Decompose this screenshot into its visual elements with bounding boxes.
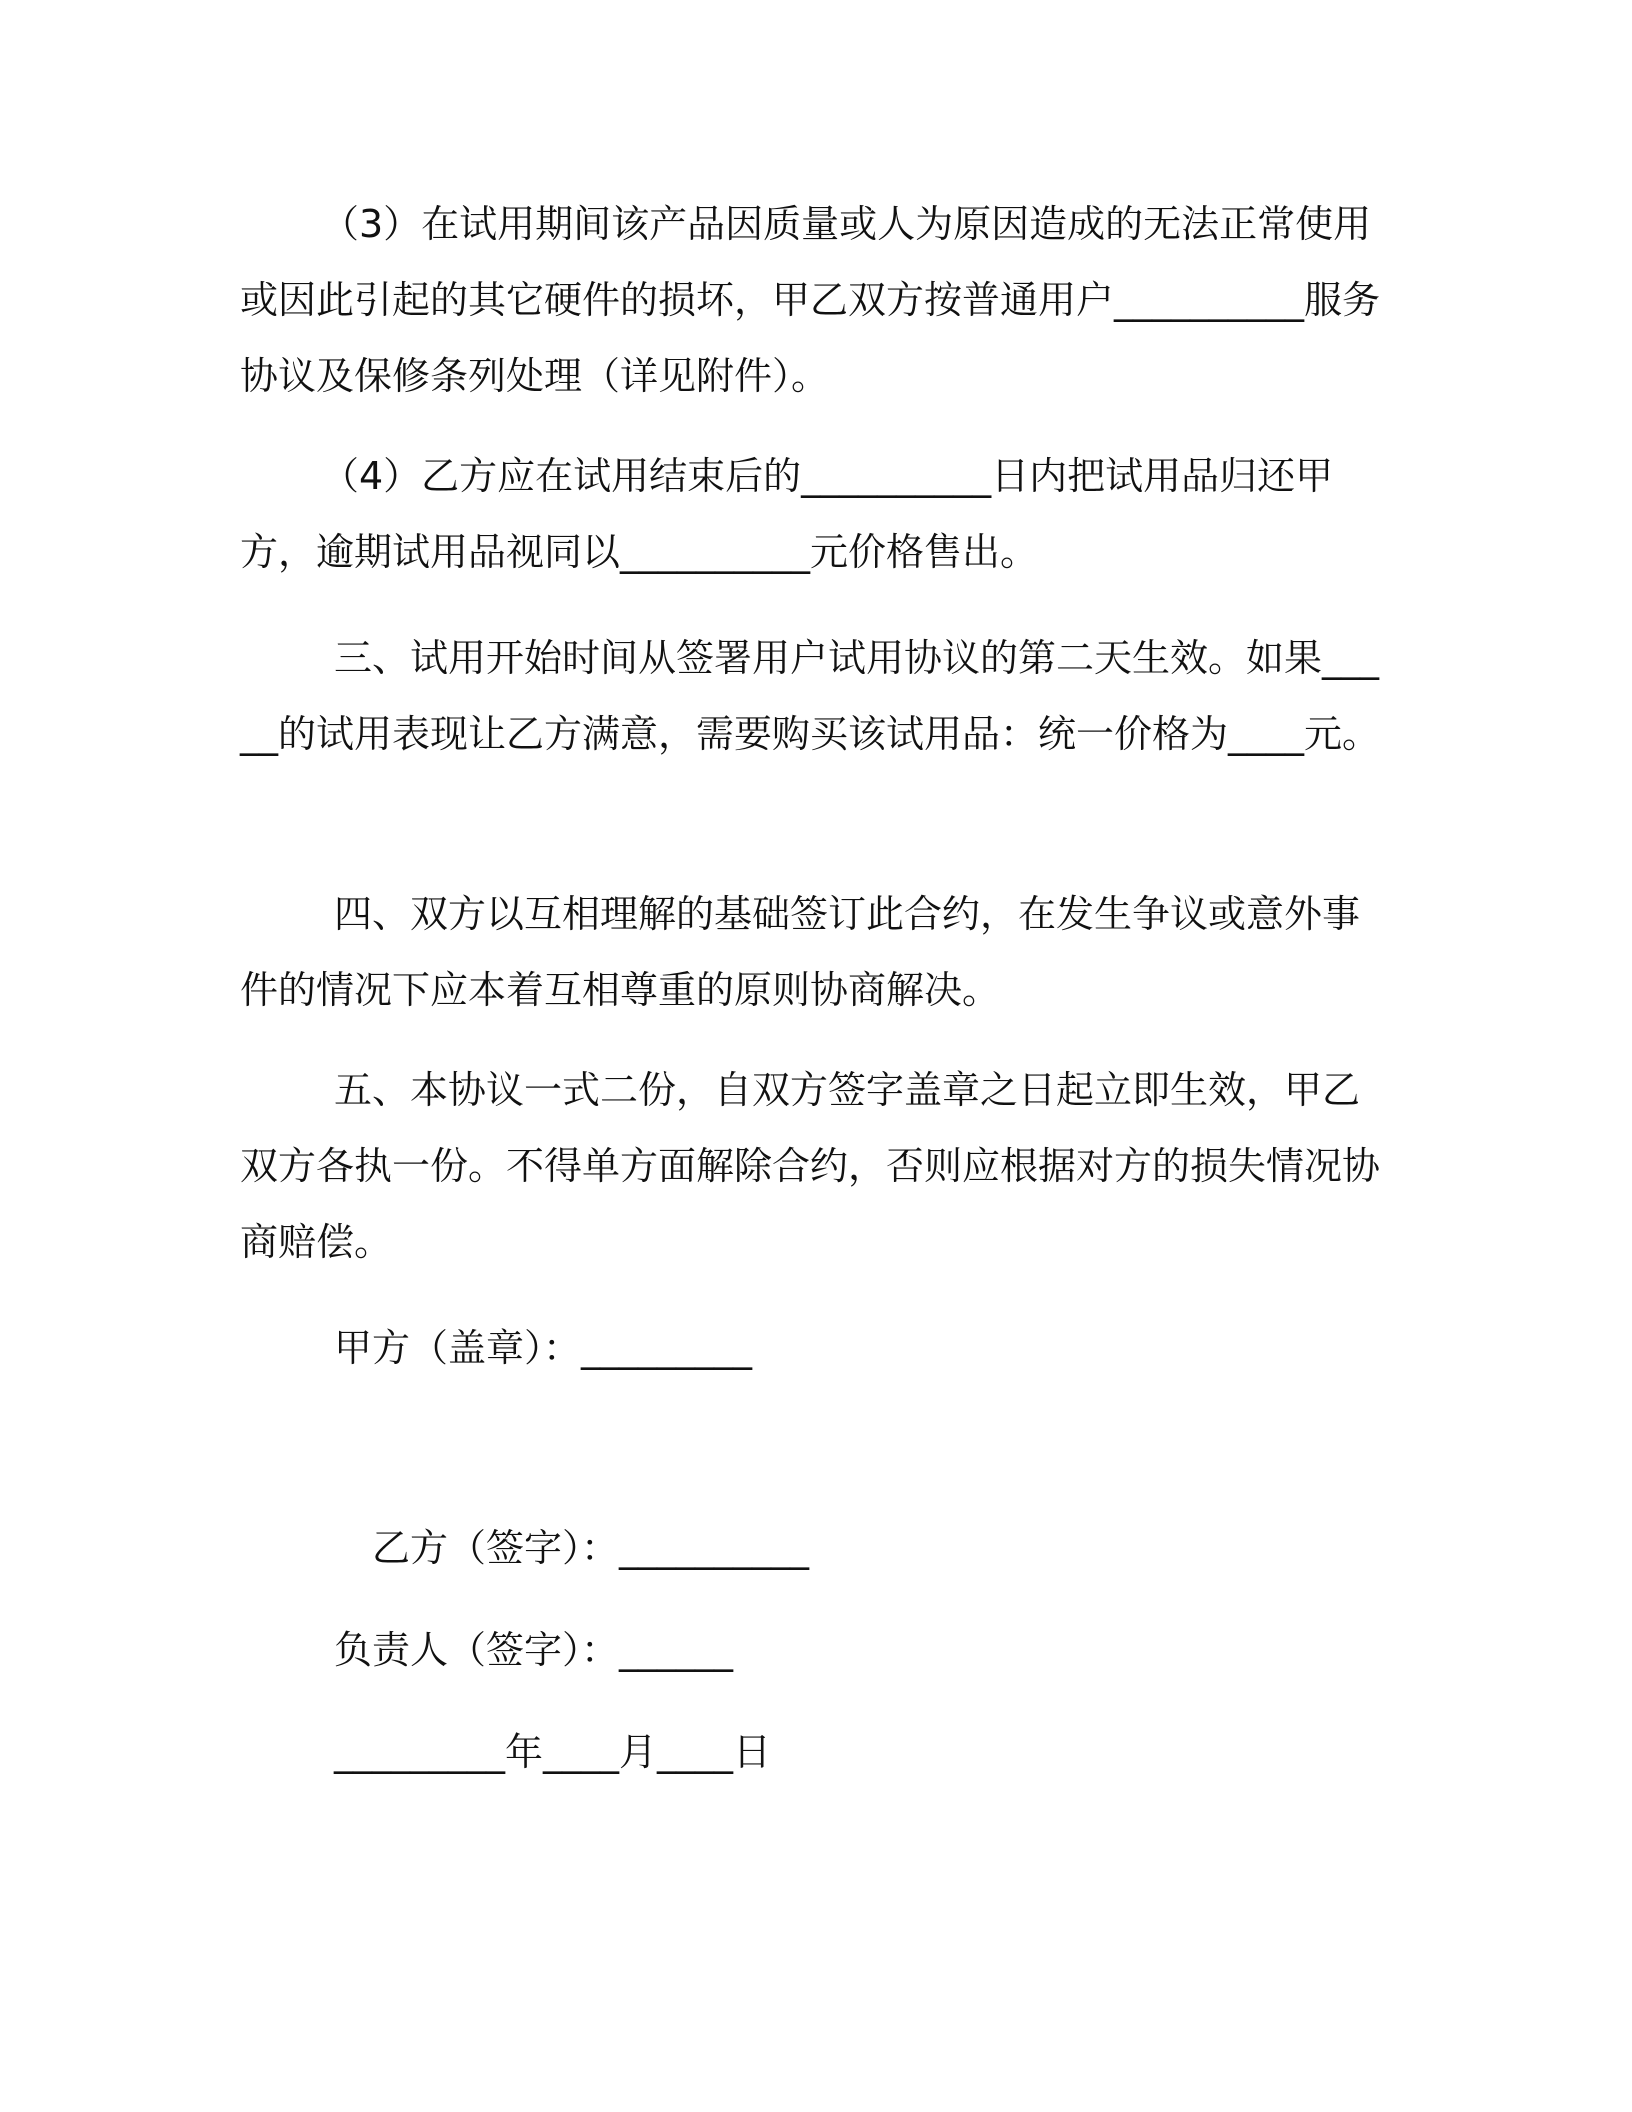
party-b-signature-line: 乙方（签字）：__________ xyxy=(372,1526,810,1570)
party-a-seal-line: 甲方（盖章）：_________ xyxy=(334,1326,753,1370)
clause-4-paragraph: （4）乙方应在试用结束后的__________日内把试用品归还甲方，逾期试用品视同以__________元价格售出。 xyxy=(240,454,1334,574)
article-3-paragraph: 三、试用开始时间从签署用户试用协议的第二天生效。如果_____的试用表现让乙方满意，需要购买该试用品：统一价格为____元。 xyxy=(240,636,1381,756)
responsible-person-signature-line: 负责人（签字）：______ xyxy=(334,1628,734,1672)
date-line: _________年____月____日 xyxy=(334,1730,772,1774)
clause-3-paragraph: （3）在试用期间该产品因质量或人为原因造成的无法正常使用或因此引起的其它硬件的损坏，甲乙双方按普通用户__________服务协议及保修条列处理（详见附件）。 xyxy=(240,202,1381,398)
article-5-paragraph: 五、本协议一式二份，自双方签字盖章之日起立即生效，甲乙双方各执一份。不得单方面解除合约，否则应根据对方的损失情况协商赔偿。 xyxy=(240,1068,1381,1264)
article-4-paragraph: 四、双方以互相理解的基础签订此合约，在发生争议或意外事件的情况下应本着互相尊重的原则协商解决。 xyxy=(240,892,1361,1012)
